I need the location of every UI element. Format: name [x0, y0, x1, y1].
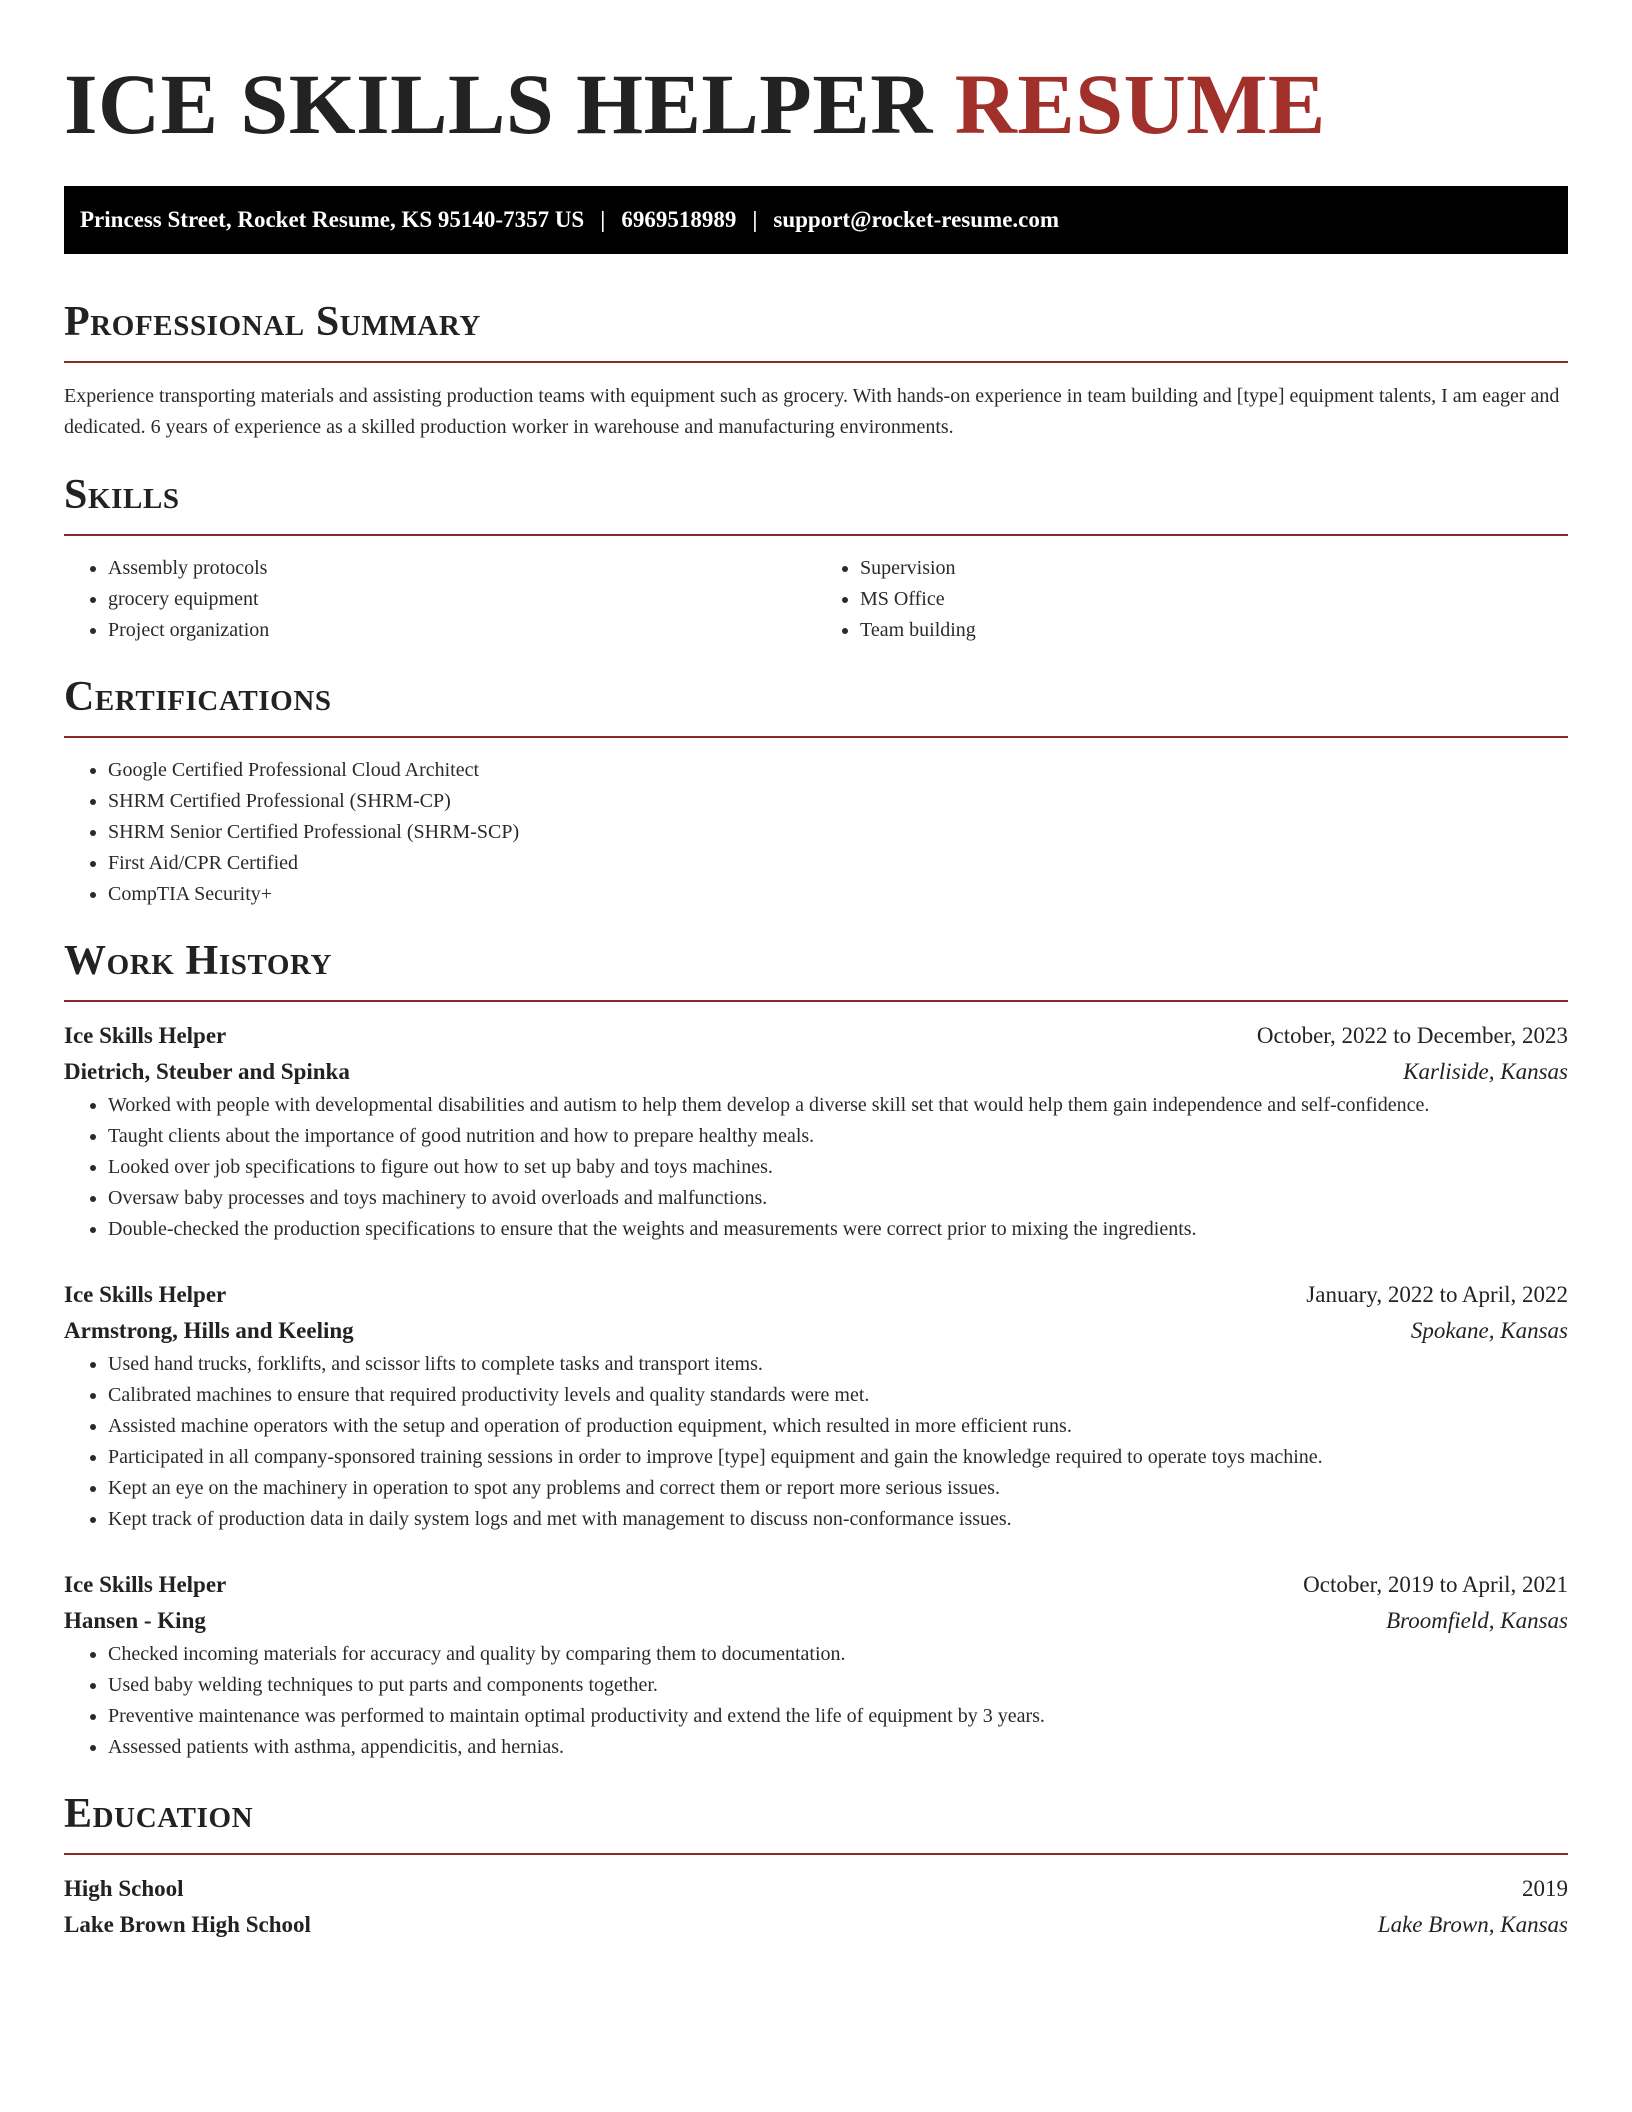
resume-title [64, 56, 1568, 152]
skills-list-left [64, 553, 816, 646]
job-duty: • Assisted machine operators with the setup and operation of production equipment, which resulted in more efficient runs. [108, 1411, 1568, 1442]
education-location: Lake Brown, Kansas [1377, 1912, 1568, 1937]
education-section [64, 1789, 1568, 1943]
job-company-row [64, 1313, 1568, 1349]
job-duty: • Worked with people with developmental disabilities and autism to help them develop a diverse skill set that would help them gain independence and self-confidence. [108, 1090, 1568, 1121]
job-title: Ice Skills Helper [64, 1023, 227, 1048]
job-duty: • Used hand trucks, forklifts, and scissor lifts to complete tasks and transport items. [108, 1349, 1568, 1380]
certification-item: • SHRM Certified Professional (SHRM-CP) [108, 786, 1568, 817]
skill-item: • grocery equipment [108, 584, 816, 615]
job-header-row [64, 1018, 1568, 1054]
job-dates: January, 2022 to April, 2022 [1306, 1282, 1568, 1307]
summary-section [64, 297, 1568, 443]
skill-item: • MS Office [860, 584, 1568, 615]
certification-item: • First Aid/CPR Certified [108, 848, 1568, 879]
job-company: Armstrong, Hills and Keeling [64, 1318, 354, 1343]
contact-bar [64, 186, 1568, 254]
contact-separator: | [600, 207, 606, 232]
skills-grid [64, 553, 1568, 646]
education-degree: High School [64, 1876, 184, 1901]
certification-item: • CompTIA Security+ [108, 879, 1568, 910]
skill-item: • Team building [860, 615, 1568, 646]
resume-title-accent: RESUME [954, 56, 1326, 152]
skills-section [64, 470, 1568, 646]
summary-heading: Professional Summary [64, 299, 481, 345]
section-divider [64, 361, 1568, 363]
job-entry [64, 1018, 1568, 1245]
section-divider [64, 1853, 1568, 1855]
skills-list-right [816, 553, 1568, 646]
job-entry [64, 1277, 1568, 1535]
job-duty: • Kept track of production data in daily system logs and met with management to discuss non-conformance issues. [108, 1504, 1568, 1535]
applicant-name: ICE SKILLS HELPER [64, 56, 933, 152]
section-divider [64, 1000, 1568, 1002]
job-duty: • Oversaw baby processes and toys machinery to avoid overloads and malfunctions. [108, 1183, 1568, 1214]
job-duty: • Participated in all company-sponsored training sessions in order to improve [type] equipment and gain the knowledge required to operate toys machine. [108, 1442, 1568, 1473]
job-company-row [64, 1054, 1568, 1090]
job-title: Ice Skills Helper [64, 1282, 227, 1307]
skill-item: • Supervision [860, 553, 1568, 584]
contact-separator: | [752, 207, 758, 232]
education-school-row [64, 1907, 1568, 1943]
job-header-row [64, 1567, 1568, 1603]
job-duty: • Checked incoming materials for accuracy and quality by comparing them to documentation. [108, 1639, 1568, 1670]
work-history-section [64, 936, 1568, 1763]
job-company: Hansen - King [64, 1608, 206, 1633]
certifications-list [64, 755, 1568, 910]
job-location: Broomfield, Kansas [1386, 1608, 1568, 1633]
skill-item: • Assembly protocols [108, 553, 816, 584]
job-dates: October, 2019 to April, 2021 [1303, 1572, 1568, 1597]
skill-item: • Project organization [108, 615, 816, 646]
job-duties-list [64, 1090, 1568, 1245]
work-history-heading: Work History [64, 938, 333, 984]
job-location: Karliside, Kansas [1403, 1059, 1568, 1084]
contact-email: support@rocket-resume.com [773, 207, 1060, 232]
job-title: Ice Skills Helper [64, 1572, 227, 1597]
job-duty: • Double-checked the production specifications to ensure that the weights and measurements were correct prior to mixing the ingredients. [108, 1214, 1568, 1245]
job-duty: • Looked over job specifications to figure out how to set up baby and toys machines. [108, 1152, 1568, 1183]
job-duty: • Calibrated machines to ensure that required productivity levels and quality standards were met. [108, 1380, 1568, 1411]
contact-phone: 6969518989 [621, 207, 737, 232]
job-location: Spokane, Kansas [1410, 1318, 1568, 1343]
job-duty: • Kept an eye on the machinery in operation to spot any problems and correct them or report more serious issues. [108, 1473, 1568, 1504]
section-divider [64, 736, 1568, 738]
job-duty: • Preventive maintenance was performed to maintain optimal productivity and extend the life of equipment by 3 years. [108, 1701, 1568, 1732]
education-year: 2019 [1522, 1876, 1568, 1901]
job-company: Dietrich, Steuber and Spinka [64, 1059, 350, 1084]
job-header-row [64, 1277, 1568, 1313]
job-duty: • Assessed patients with asthma, appendicitis, and hernias. [108, 1732, 1568, 1763]
contact-address: Princess Street, Rocket Resume, KS 95140-7357 US [80, 207, 585, 232]
job-dates: October, 2022 to December, 2023 [1256, 1023, 1568, 1048]
education-school: Lake Brown High School [64, 1912, 311, 1937]
certification-item: • SHRM Senior Certified Professional (SHRM-SCP) [108, 817, 1568, 848]
education-header-row [64, 1871, 1568, 1907]
job-duties-list [64, 1349, 1568, 1535]
job-duties-list [64, 1639, 1568, 1763]
job-company-row [64, 1603, 1568, 1639]
job-duty: • Taught clients about the importance of good nutrition and how to prepare healthy meals. [108, 1121, 1568, 1152]
section-divider [64, 534, 1568, 536]
skills-heading: Skills [64, 472, 180, 518]
certifications-section [64, 672, 1568, 910]
certification-item: • Google Certified Professional Cloud Architect [108, 755, 1568, 786]
education-entry [64, 1871, 1568, 1943]
summary-text: Experience transporting materials and assisting production teams with equipment such as grocery. With hands-on experience in team building and [type] equipment talents, I am eager and dedicated. 6 years of experience as a skilled production worker in warehouse and manufacturing environments. [64, 385, 1560, 438]
certifications-heading: Certifications [64, 674, 332, 720]
job-duty: • Used baby welding techniques to put parts and components together. [108, 1670, 1568, 1701]
job-entry [64, 1567, 1568, 1763]
education-heading: Education [64, 1791, 254, 1837]
